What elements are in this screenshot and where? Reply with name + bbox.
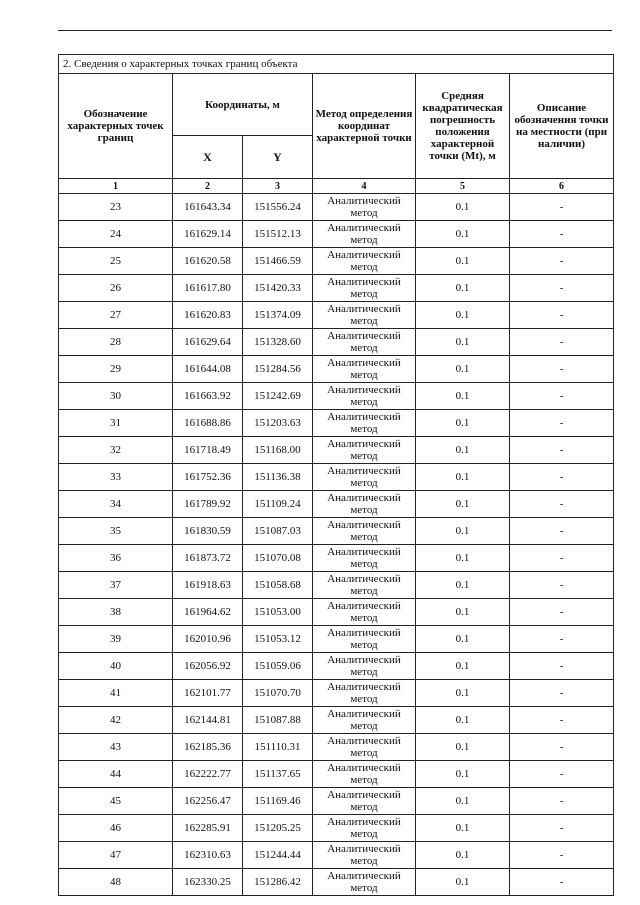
boundary-points-table: [58, 54, 614, 896]
x-coordinate-cell: 162330.25: [173, 869, 243, 896]
table-row: [59, 383, 614, 410]
error-cell: 0.1: [416, 680, 510, 707]
error-cell: 0.1: [416, 653, 510, 680]
point-id-cell: 39: [59, 626, 173, 653]
x-coordinate-cell: 161644.08: [173, 356, 243, 383]
x-coordinate-cell: 161688.86: [173, 410, 243, 437]
method-cell: Аналитический метод: [313, 275, 416, 302]
point-id-cell: 35: [59, 518, 173, 545]
method-cell: Аналитический метод: [313, 653, 416, 680]
point-id-cell: 40: [59, 653, 173, 680]
error-cell: 0.1: [416, 707, 510, 734]
x-coordinate-cell: 161918.63: [173, 572, 243, 599]
method-cell: Аналитический метод: [313, 626, 416, 653]
point-id-cell: 45: [59, 788, 173, 815]
method-cell: Аналитический метод: [313, 545, 416, 572]
point-id-cell: 36: [59, 545, 173, 572]
error-cell: 0.1: [416, 356, 510, 383]
error-cell: 0.1: [416, 491, 510, 518]
description-cell: -: [510, 545, 614, 572]
header-x: X: [173, 136, 243, 179]
x-coordinate-cell: 162144.81: [173, 707, 243, 734]
x-coordinate-cell: 161789.92: [173, 491, 243, 518]
method-cell: Аналитический метод: [313, 491, 416, 518]
table-row: [59, 815, 614, 842]
table-row: [59, 275, 614, 302]
description-cell: -: [510, 329, 614, 356]
y-coordinate-cell: 151203.63: [243, 410, 313, 437]
header-designation: Обозначение характерных точек границ: [59, 74, 173, 179]
y-coordinate-cell: 151284.56: [243, 356, 313, 383]
description-cell: -: [510, 869, 614, 896]
description-cell: -: [510, 356, 614, 383]
section-title: 2. Сведения о характерных точках границ объекта: [59, 55, 614, 74]
description-cell: -: [510, 221, 614, 248]
description-cell: -: [510, 491, 614, 518]
point-id-cell: 28: [59, 329, 173, 356]
method-cell: Аналитический метод: [313, 842, 416, 869]
y-coordinate-cell: 151286.42: [243, 869, 313, 896]
table-row: [59, 248, 614, 275]
y-coordinate-cell: 151058.68: [243, 572, 313, 599]
method-cell: Аналитический метод: [313, 788, 416, 815]
table-row: [59, 194, 614, 221]
y-coordinate-cell: 151070.70: [243, 680, 313, 707]
y-coordinate-cell: 151136.38: [243, 464, 313, 491]
error-cell: 0.1: [416, 788, 510, 815]
point-id-cell: 44: [59, 761, 173, 788]
y-coordinate-cell: 151374.09: [243, 302, 313, 329]
description-cell: -: [510, 248, 614, 275]
description-cell: -: [510, 815, 614, 842]
table-row: [59, 464, 614, 491]
method-cell: Аналитический метод: [313, 464, 416, 491]
point-id-cell: 37: [59, 572, 173, 599]
point-id-cell: 25: [59, 248, 173, 275]
x-coordinate-cell: 161964.62: [173, 599, 243, 626]
x-coordinate-cell: 162310.63: [173, 842, 243, 869]
y-coordinate-cell: 151420.33: [243, 275, 313, 302]
error-cell: 0.1: [416, 518, 510, 545]
method-cell: Аналитический метод: [313, 302, 416, 329]
table-row: [59, 707, 614, 734]
error-cell: 0.1: [416, 869, 510, 896]
description-cell: -: [510, 275, 614, 302]
y-coordinate-cell: 151087.03: [243, 518, 313, 545]
x-coordinate-cell: 161873.72: [173, 545, 243, 572]
error-cell: 0.1: [416, 275, 510, 302]
table-row: [59, 680, 614, 707]
method-cell: Аналитический метод: [313, 572, 416, 599]
description-cell: -: [510, 410, 614, 437]
error-cell: 0.1: [416, 815, 510, 842]
point-id-cell: 27: [59, 302, 173, 329]
point-id-cell: 41: [59, 680, 173, 707]
method-cell: Аналитический метод: [313, 410, 416, 437]
table-row: [59, 491, 614, 518]
header-coordinates: Координаты, м: [173, 74, 313, 136]
description-cell: -: [510, 626, 614, 653]
method-cell: Аналитический метод: [313, 815, 416, 842]
header-description: Описание обозначения точки на местности (при наличии): [510, 74, 614, 179]
x-coordinate-cell: 162256.47: [173, 788, 243, 815]
table-row: [59, 572, 614, 599]
y-coordinate-cell: 151109.24: [243, 491, 313, 518]
y-coordinate-cell: 151244.44: [243, 842, 313, 869]
point-id-cell: 34: [59, 491, 173, 518]
point-id-cell: 26: [59, 275, 173, 302]
error-cell: 0.1: [416, 842, 510, 869]
column-number: 3: [243, 179, 313, 194]
error-cell: 0.1: [416, 599, 510, 626]
y-coordinate-cell: 151512.13: [243, 221, 313, 248]
error-cell: 0.1: [416, 464, 510, 491]
y-coordinate-cell: 151053.00: [243, 599, 313, 626]
table-row: [59, 626, 614, 653]
y-coordinate-cell: 151110.31: [243, 734, 313, 761]
x-coordinate-cell: 162222.77: [173, 761, 243, 788]
description-cell: -: [510, 194, 614, 221]
column-number: 1: [59, 179, 173, 194]
y-coordinate-cell: 151556.24: [243, 194, 313, 221]
method-cell: Аналитический метод: [313, 518, 416, 545]
error-cell: 0.1: [416, 329, 510, 356]
point-id-cell: 29: [59, 356, 173, 383]
error-cell: 0.1: [416, 572, 510, 599]
table-row: [59, 788, 614, 815]
x-coordinate-cell: 161643.34: [173, 194, 243, 221]
x-coordinate-cell: 162185.36: [173, 734, 243, 761]
table-row: [59, 356, 614, 383]
method-cell: Аналитический метод: [313, 869, 416, 896]
y-coordinate-cell: 151137.65: [243, 761, 313, 788]
error-cell: 0.1: [416, 761, 510, 788]
description-cell: -: [510, 842, 614, 869]
x-coordinate-cell: 161629.14: [173, 221, 243, 248]
description-cell: -: [510, 518, 614, 545]
description-cell: -: [510, 572, 614, 599]
description-cell: -: [510, 734, 614, 761]
x-coordinate-cell: 161620.83: [173, 302, 243, 329]
method-cell: Аналитический метод: [313, 599, 416, 626]
error-cell: 0.1: [416, 545, 510, 572]
column-numbers-row: [59, 179, 614, 194]
point-id-cell: 32: [59, 437, 173, 464]
column-number: 2: [173, 179, 243, 194]
table-row: [59, 599, 614, 626]
point-id-cell: 23: [59, 194, 173, 221]
point-id-cell: 31: [59, 410, 173, 437]
x-coordinate-cell: 161752.36: [173, 464, 243, 491]
x-coordinate-cell: 161830.59: [173, 518, 243, 545]
x-coordinate-cell: 161617.80: [173, 275, 243, 302]
table-row: [59, 842, 614, 869]
method-cell: Аналитический метод: [313, 761, 416, 788]
description-cell: -: [510, 599, 614, 626]
y-coordinate-cell: 151053.12: [243, 626, 313, 653]
method-cell: Аналитический метод: [313, 680, 416, 707]
description-cell: -: [510, 788, 614, 815]
table-row: [59, 734, 614, 761]
top-rule: [58, 30, 612, 31]
method-cell: Аналитический метод: [313, 194, 416, 221]
point-id-cell: 30: [59, 383, 173, 410]
description-cell: -: [510, 437, 614, 464]
error-cell: 0.1: [416, 410, 510, 437]
error-cell: 0.1: [416, 248, 510, 275]
header-method: Метод определения координат характерной точки: [313, 74, 416, 179]
x-coordinate-cell: 162056.92: [173, 653, 243, 680]
method-cell: Аналитический метод: [313, 248, 416, 275]
y-coordinate-cell: 151205.25: [243, 815, 313, 842]
y-coordinate-cell: 151070.08: [243, 545, 313, 572]
description-cell: -: [510, 464, 614, 491]
table-row: [59, 761, 614, 788]
error-cell: 0.1: [416, 626, 510, 653]
x-coordinate-cell: 161629.64: [173, 329, 243, 356]
table-row: [59, 221, 614, 248]
point-id-cell: 46: [59, 815, 173, 842]
error-cell: 0.1: [416, 383, 510, 410]
description-cell: -: [510, 302, 614, 329]
error-cell: 0.1: [416, 437, 510, 464]
x-coordinate-cell: 161718.49: [173, 437, 243, 464]
description-cell: -: [510, 383, 614, 410]
x-coordinate-cell: 162101.77: [173, 680, 243, 707]
error-cell: 0.1: [416, 221, 510, 248]
y-coordinate-cell: 151168.00: [243, 437, 313, 464]
method-cell: Аналитический метод: [313, 329, 416, 356]
table-row: [59, 410, 614, 437]
table-row: [59, 869, 614, 896]
point-id-cell: 42: [59, 707, 173, 734]
error-cell: 0.1: [416, 302, 510, 329]
y-coordinate-cell: 151059.06: [243, 653, 313, 680]
x-coordinate-cell: 162010.96: [173, 626, 243, 653]
point-id-cell: 48: [59, 869, 173, 896]
point-id-cell: 24: [59, 221, 173, 248]
table-row: [59, 653, 614, 680]
description-cell: -: [510, 680, 614, 707]
y-coordinate-cell: 151466.59: [243, 248, 313, 275]
y-coordinate-cell: 151087.88: [243, 707, 313, 734]
method-cell: Аналитический метод: [313, 221, 416, 248]
error-cell: 0.1: [416, 194, 510, 221]
point-id-cell: 43: [59, 734, 173, 761]
description-cell: -: [510, 707, 614, 734]
x-coordinate-cell: 162285.91: [173, 815, 243, 842]
table-row: [59, 545, 614, 572]
header-error: Средняя квадратическая погрешность положения характерной точки (Mt), м: [416, 74, 510, 179]
column-number: 6: [510, 179, 614, 194]
method-cell: Аналитический метод: [313, 734, 416, 761]
table-row: [59, 518, 614, 545]
y-coordinate-cell: 151328.60: [243, 329, 313, 356]
point-id-cell: 38: [59, 599, 173, 626]
x-coordinate-cell: 161663.92: [173, 383, 243, 410]
y-coordinate-cell: 151242.69: [243, 383, 313, 410]
description-cell: -: [510, 761, 614, 788]
column-number: 5: [416, 179, 510, 194]
point-id-cell: 33: [59, 464, 173, 491]
method-cell: Аналитический метод: [313, 356, 416, 383]
table-row: [59, 302, 614, 329]
x-coordinate-cell: 161620.58: [173, 248, 243, 275]
header-y: Y: [243, 136, 313, 179]
column-number: 4: [313, 179, 416, 194]
y-coordinate-cell: 151169.46: [243, 788, 313, 815]
method-cell: Аналитический метод: [313, 437, 416, 464]
description-cell: -: [510, 653, 614, 680]
point-id-cell: 47: [59, 842, 173, 869]
error-cell: 0.1: [416, 734, 510, 761]
method-cell: Аналитический метод: [313, 707, 416, 734]
table-row: [59, 437, 614, 464]
method-cell: Аналитический метод: [313, 383, 416, 410]
table-row: [59, 329, 614, 356]
